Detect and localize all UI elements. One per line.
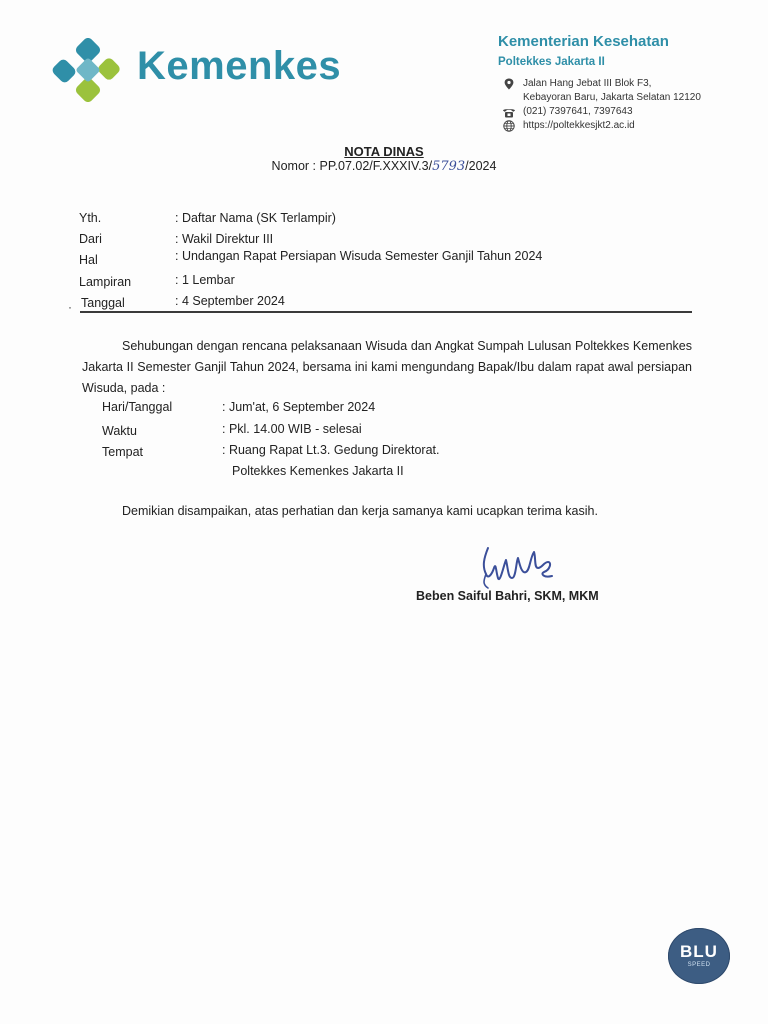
field-row-hal (79, 249, 699, 271)
field-value: : Daftar Nama (SK Terlampir) (175, 211, 336, 225)
detail-label: Waktu (102, 424, 137, 438)
address-row-2 (501, 92, 741, 106)
website-link[interactable]: https://poltekkesjkt2.ac.id (523, 120, 635, 131)
address-line-2: Kebayoran Baru, Jakarta Selatan 12120 (523, 92, 701, 103)
phone-number: (021) 7397641, 7397643 (523, 106, 633, 117)
detail-label: Tempat (102, 445, 143, 459)
nomor-label: Nomor : (271, 159, 316, 173)
nomor-suffix: /2024 (465, 159, 497, 173)
detail-row-waktu (102, 424, 682, 442)
badge-main-text: BLU (680, 942, 718, 961)
handwritten-signature-icon (478, 544, 558, 592)
field-value: : 4 September 2024 (175, 294, 285, 308)
nota-dinas-heading: NOTA DINAS (344, 144, 424, 159)
detail-row-tempat-cont (102, 464, 682, 482)
field-label: Dari (79, 232, 102, 246)
detail-value: Poltekkes Kemenkes Jakarta II (232, 464, 404, 478)
stray-bullet: · (68, 300, 72, 314)
field-row-dari (79, 232, 699, 250)
globe-icon (501, 120, 517, 132)
organization-block (498, 34, 748, 68)
field-label: Tanggal (81, 296, 125, 310)
field-value: : Wakil Direktur III (175, 232, 274, 246)
field-row-lampiran (79, 275, 699, 293)
detail-row-hari (102, 400, 682, 418)
detail-row-tempat (102, 445, 682, 463)
phone-row (501, 106, 741, 120)
field-label: Lampiran (79, 275, 132, 289)
detail-value: : Ruang Rapat Lt.3. Gedung Direktorat. (222, 443, 440, 457)
organization-sub: Poltekkes Jakarta II (498, 55, 605, 68)
detail-label: Hari/Tanggal (102, 400, 173, 414)
paragraph-text: Sehubungan dengan rencana pelaksanaan Wisuda dan Angkat Sumpah Lulusan Poltekkes Kemenkes Jakarta II Semester Ganjil Tahun 2024, bersama ini kami mengundang Bapak/Ibu dalam rapat awal persiapan Wisuda, pada : (82, 339, 692, 395)
contact-block (501, 78, 741, 134)
phone-icon (501, 106, 517, 118)
field-label: Hal (79, 253, 98, 267)
header-divider (80, 311, 692, 313)
website-row (501, 120, 741, 134)
body-paragraph (82, 336, 692, 399)
nomor-prefix: PP.07.02/F.XXXIV.3/ (319, 159, 433, 173)
field-value: : 1 Lembar (175, 273, 235, 287)
nomor-handwritten: 5793 (432, 159, 466, 174)
blu-speed-badge (668, 928, 730, 984)
detail-value: : Pkl. 14.00 WIB - selesai (222, 422, 362, 436)
kemenkes-logo-icon (52, 38, 124, 102)
field-value: : Undangan Rapat Persiapan Wisuda Semester Ganjil Tahun 2024 (175, 249, 543, 263)
field-row-yth (79, 211, 699, 229)
address-line-1: Jalan Hang Jebat III Blok F3, (523, 78, 652, 89)
brand-name: Kemenkes (137, 44, 342, 88)
closing-sentence: Demikian disampaikan, atas perhatian dan kerja samanya kami ucapkan terima kasih. (122, 504, 598, 518)
badge-sub-text: SPEED (687, 962, 711, 968)
location-icon (501, 78, 517, 90)
detail-value: : Jum'at, 6 September 2024 (222, 400, 376, 414)
field-label: Yth. (79, 211, 102, 225)
address-row (501, 78, 741, 92)
signer-name: Beben Saiful Bahri, SKM, MKM (416, 589, 599, 603)
document-number (0, 159, 768, 174)
organization-name: Kementerian Kesehatan (498, 33, 669, 50)
